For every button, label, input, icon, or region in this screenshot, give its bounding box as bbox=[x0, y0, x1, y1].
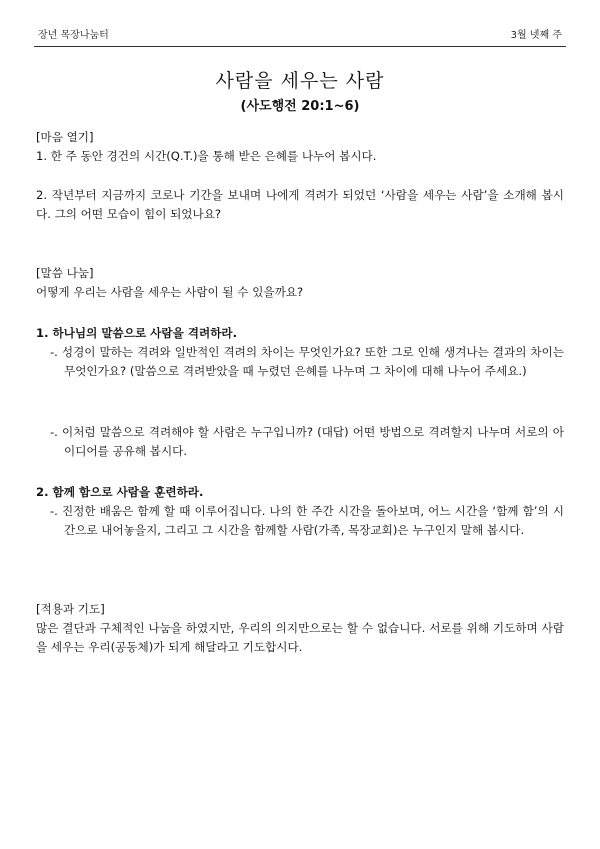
word-intro: 어떻게 우리는 사람을 세우는 사람이 될 수 있을까요? bbox=[36, 285, 304, 299]
opening-section bbox=[36, 128, 564, 166]
header-left: 장년 목장나눔터 bbox=[38, 30, 109, 41]
page-title: 사람을 세우는 사람 bbox=[215, 70, 385, 92]
point-1-sub-2: -. 이처럼 말씀으로 격려해야 할 사람은 누구입니까? (대답) 어떤 방법으로 격려할지 나누며 서로의 아이디어를 공유해 봅시다. bbox=[50, 425, 564, 458]
opening-heading: [마음 열기] bbox=[36, 130, 94, 144]
point-1-title: 1. 하나님의 말씀으로 사람을 격려하라. bbox=[36, 326, 238, 340]
header-right: 3월 넷째 주 bbox=[510, 30, 562, 41]
point-2-title: 2. 함께 함으로 사람을 훈련하라. bbox=[36, 485, 204, 499]
point-1-sub-1: -. 성경이 말하는 격려와 일반적인 격려의 차이는 무엇인가요? 또한 그로 인해 생겨나는 결과의 차이는 무엇인가요? (말씀으로 격려받았을 때 누렸던 은혜를 나누며 그 차이에 대해 나누어 주세요.) bbox=[50, 345, 564, 378]
opening-question-1: 1. 한 주 동안 경건의 시간(Q.T.)을 통해 받은 은혜를 나누어 봅시다. bbox=[36, 149, 377, 163]
application-text: 많은 결단과 구체적인 나눔을 하였지만, 우리의 의지만으로는 할 수 없습니다. 서로를 위해 기도하며 사람을 세우는 우리(공동체)가 되게 해달라고 기도합시다. bbox=[36, 621, 564, 654]
point-2-sub-1: -. 진정한 배움은 함께 할 때 이루어집니다. 나의 한 주간 시간을 돌아보며, 어느 시간을 ‘함께 함’의 시간으로 내어놓을지, 그리고 그 시간을 함께할 사람(가족, 목장교회)은 누구인지 말해 봅시다. bbox=[50, 504, 564, 537]
page-subtitle: (사도행전 20:1~6) bbox=[240, 99, 360, 114]
point-2 bbox=[36, 483, 564, 540]
page-header bbox=[34, 26, 566, 42]
header-divider bbox=[34, 46, 566, 47]
opening-question-2: 2. 작년부터 지금까지 코로나 기간을 보내며 나에게 격려가 되었던 ‘사람을 세우는 사람’을 소개해 봅시다. 그의 어떤 모습이 힘이 되었나요? bbox=[36, 188, 564, 221]
point-1 bbox=[36, 324, 564, 381]
word-section bbox=[36, 264, 564, 302]
application-section bbox=[36, 600, 564, 657]
point-1-sub-2-wrap bbox=[36, 423, 564, 461]
word-heading: [말씀 나눔] bbox=[36, 266, 94, 280]
application-heading: [적용과 기도] bbox=[36, 602, 105, 616]
